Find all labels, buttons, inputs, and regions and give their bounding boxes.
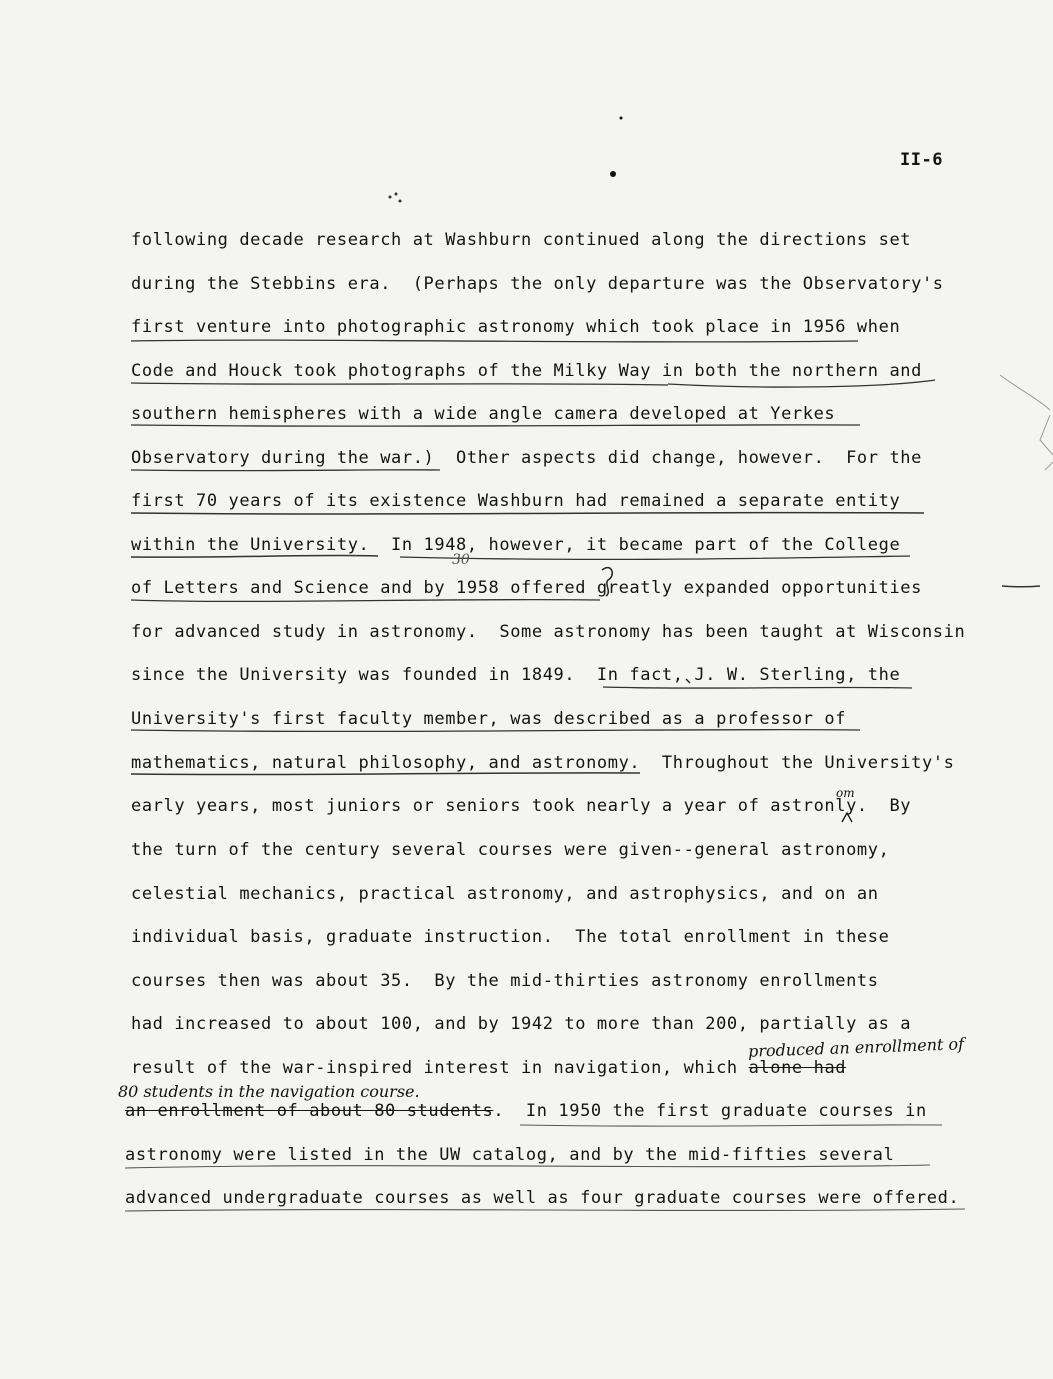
- text-line-10: for advanced study in astronomy. Some astronomy has been taught at Wisconsin: [131, 622, 966, 642]
- handwritten-margin-30: 30: [452, 552, 470, 568]
- handwritten-insert-top: produced an enrollment of: [747, 1034, 965, 1061]
- text-line-16: celestial mechanics, practical astronomy, and astrophysics, and on an: [131, 884, 879, 904]
- text-line-2: during the Stebbins era. (Perhaps the only departure was the Observatory's: [131, 274, 944, 294]
- text-line-11: since the University was founded in 1849. In fact, J. W. Sterling, the: [131, 665, 901, 685]
- text-line-22: astronomy were listed in the UW catalog, and by the mid-fifties several: [125, 1145, 895, 1165]
- text-line-1: following decade research at Washburn continued along the directions set: [131, 230, 912, 250]
- text-line-5: southern hemispheres with a wide angle camera developed at Yerkes: [131, 404, 836, 424]
- text-line-6: Observatory during the war.) Other aspects did change, however. For the: [131, 448, 922, 468]
- text-line-4: Code and Houck took photographs of the Milky Way in both the northern and: [131, 361, 922, 381]
- text-line-8: within the University. In 1948, however, it became part of the College: [131, 535, 901, 555]
- text-line-18: courses then was about 35. By the mid-thirties astronomy enrollments: [131, 971, 879, 991]
- page-number: II-6: [900, 150, 943, 170]
- text-line-21-rest: . In 1950 the first graduate courses in: [493, 1101, 927, 1121]
- handwritten-correction-om: om: [836, 786, 855, 800]
- text-line-14: early years, most juniors or seniors took nearly a year of astronly. By: [131, 796, 912, 816]
- text-line-7: first 70 years of its existence Washburn had remained a separate entity: [131, 491, 901, 511]
- text-line-3: first venture into photographic astronomy which took place in 1956 when: [131, 317, 901, 337]
- text-line-15: the turn of the century several courses were given--general astronomy,: [131, 840, 890, 860]
- text-line-12: University's first faculty member, was described as a professor of: [131, 709, 847, 729]
- handwritten-insert-bottom: 80 students in the navigation course.: [118, 1082, 420, 1101]
- text-line-23: advanced undergraduate courses as well as four graduate courses were offered.: [125, 1188, 960, 1208]
- text-line-13: mathematics, natural philosophy, and astronomy. Throughout the University's: [131, 753, 955, 773]
- struck-text-alone-had: alone had: [748, 1058, 847, 1078]
- struck-text-enrollment: an enrollment of about 80 students: [125, 1101, 494, 1121]
- text-line-19: had increased to about 100, and by 1942 to more than 200, partially as a: [131, 1014, 912, 1034]
- text-line-17: individual basis, graduate instruction. The total enrollment in these: [131, 927, 890, 947]
- text-line-21: [125, 1100, 927, 1122]
- text-line-20: [131, 1057, 846, 1079]
- text-line-9: of Letters and Science and by 1958 offered greatly expanded opportunities: [131, 578, 922, 598]
- text-line-20-main: result of the war-inspired interest in navigation, which: [131, 1058, 749, 1078]
